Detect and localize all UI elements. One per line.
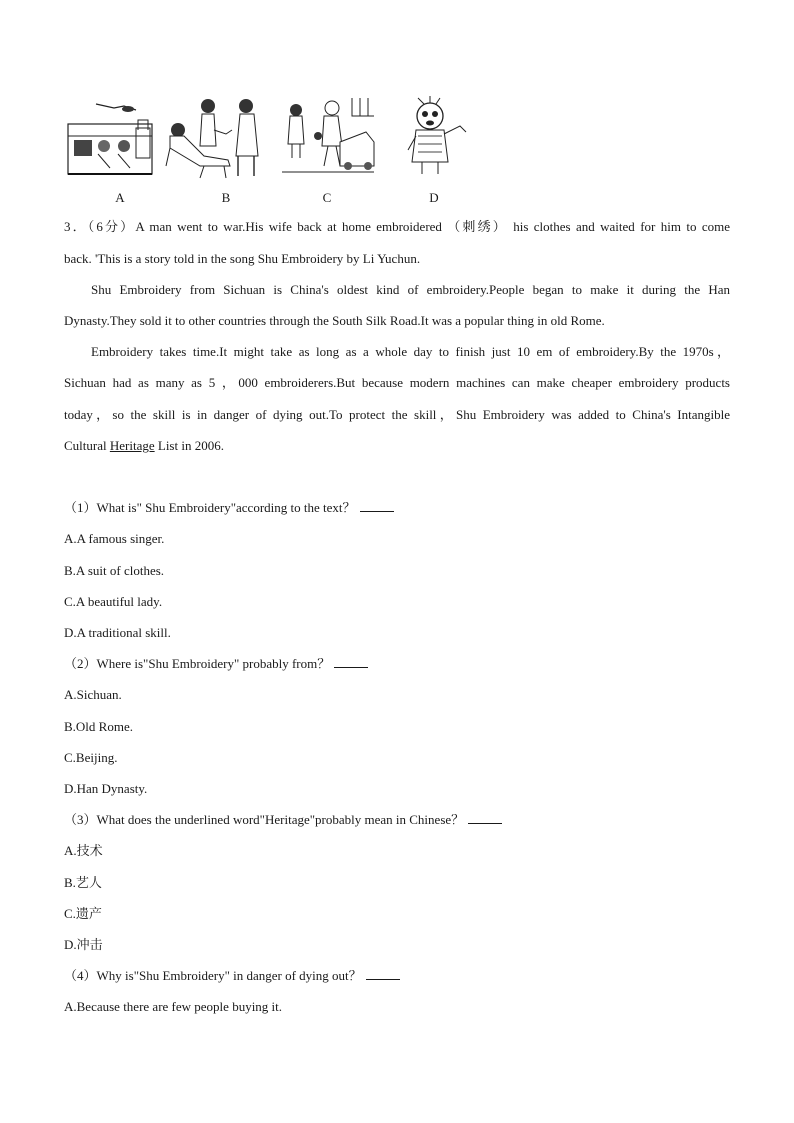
subquestion-4-stem xyxy=(64,968,400,984)
picture-label-a: A xyxy=(115,190,125,205)
passage-p2-line-2: Dynasty.They sold it to other countries through the South Silk Road.It was a popular thing in old Rome. xyxy=(64,313,605,328)
subquestion-3-option-c: C.遗产 xyxy=(64,906,102,921)
passage-p2-line-1: Shu Embroidery from Sichuan is China's oldest kind of embroidery.People began to make it during the Han xyxy=(91,282,730,297)
picture-d xyxy=(404,96,470,180)
car-scene-illustration xyxy=(66,96,156,180)
subquestion-1-option-a: A.A famous singer. xyxy=(64,531,165,546)
question-number: 3．（6分） xyxy=(64,219,136,234)
subquestion-2-option-d: D.Han Dynasty. xyxy=(64,781,148,796)
subquestion-1-option-d: D.A traditional skill. xyxy=(64,625,171,640)
passage-p3-line-4 xyxy=(64,438,730,454)
underlined-word-heritage: Heritage xyxy=(109,438,155,453)
passage-p3-line-1: Embroidery takes time.It might take as long as a whole day to finish just 10 em of embroidery.By the 1970s， xyxy=(91,344,730,359)
subquestion-1-stem xyxy=(64,500,394,516)
answer-blank[interactable] xyxy=(468,813,502,824)
dentist-scene-illustration xyxy=(164,96,268,180)
passage-text: List in 2006. xyxy=(154,438,224,453)
passage-text: Cultural xyxy=(64,438,110,453)
passage-line-1 xyxy=(64,219,730,235)
subquestion-3-stem xyxy=(64,812,502,828)
picture-label-c: C xyxy=(322,190,332,205)
picture-label-d: D xyxy=(429,190,439,205)
stem-text: （2）Where is"Shu Embroidery" probably from？ xyxy=(64,656,331,671)
street-scene-illustration xyxy=(280,96,376,180)
passage-p3-line-2: Sichuan had as many as 5 ，000 embroiderers.But because modern machines can make cheaper embroidery products xyxy=(64,375,730,390)
answer-blank[interactable] xyxy=(360,501,394,512)
picture-a xyxy=(66,96,156,180)
subquestion-2-option-c: C.Beijing. xyxy=(64,750,118,765)
answer-blank[interactable] xyxy=(366,969,400,980)
passage-p3-line-3: today，so the skill is in danger of dying out.To protect the skill，Shu Embroidery was added to China's Intangible xyxy=(64,407,730,422)
subquestion-2-stem xyxy=(64,656,368,672)
picture-b xyxy=(164,96,268,180)
figure-illustration xyxy=(404,96,470,180)
subquestion-1-option-c: C.A beautiful lady. xyxy=(64,594,163,609)
picture-label-b: B xyxy=(221,190,231,205)
passage-text: A man went to war.His wife back at home embroidered （刺绣） his clothes and waited for him to come xyxy=(135,219,730,234)
subquestion-2-option-b: B.Old Rome. xyxy=(64,719,133,734)
stem-text: （1）What is" Shu Embroidery"according to the text？ xyxy=(64,500,356,515)
stem-text: （3）What does the underlined word"Heritage"probably mean in Chinese？ xyxy=(64,812,465,827)
stem-text: （4）Why is"Shu Embroidery" in danger of dying out？ xyxy=(64,968,362,983)
subquestion-3-option-d: D.冲击 xyxy=(64,937,103,952)
picture-c xyxy=(280,96,376,180)
subquestion-2-option-a: A.Sichuan. xyxy=(64,687,122,702)
subquestion-1-option-b: B.A suit of clothes. xyxy=(64,563,165,578)
answer-blank[interactable] xyxy=(334,657,368,668)
subquestion-3-option-b: B.艺人 xyxy=(64,875,102,890)
subquestion-4-option-a: A.Because there are few people buying it. xyxy=(64,999,283,1014)
subquestion-3-option-a: A.技术 xyxy=(64,843,103,858)
passage-line-2: back. 'This is a story told in the song Shu Embroidery by Li Yuchun. xyxy=(64,251,421,266)
